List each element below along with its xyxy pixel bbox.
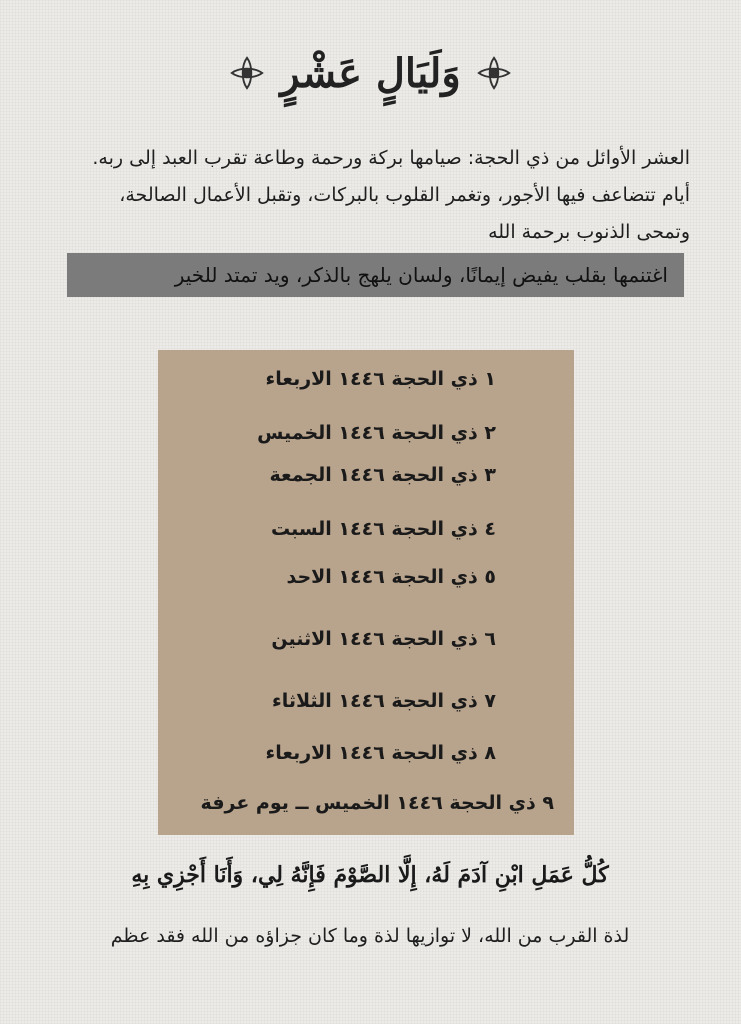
date-item-7: ٧ ذي الحجة ١٤٤٦ الثلاثاء — [271, 690, 496, 712]
date-item-1: ١ ذي الحجة ١٤٤٦ الاربعاء — [265, 368, 496, 390]
date-item-8: ٨ ذي الحجة ١٤٤٦ الاربعاء — [265, 742, 496, 764]
right-ornament-icon — [475, 54, 513, 92]
date-item-3: ٣ ذي الحجة ١٤٤٦ الجمعة — [269, 464, 496, 486]
title-header — [0, 38, 741, 108]
banner-text: اغتنمها بقلب يفيض إيمانًا، ولسان يلهج بالذكر، ويد تمتد للخير — [174, 263, 668, 287]
page-title: وَلَيَالٍ عَشْرٍ — [280, 49, 461, 97]
hadith-text: كُلُّ عَمَلِ ابْنِ آدَمَ لَهُ، إِلَّا الصَّوْمَ فَإِنَّهُ لِي، وَأَنَا أَجْزِي بِهِ — [131, 862, 609, 888]
date-item-5: ٥ ذي الحجة ١٤٤٦ الاحد — [286, 566, 496, 588]
date-item-6: ٦ ذي الحجة ١٤٤٦ الاثنين — [271, 628, 496, 650]
dates-list — [158, 350, 574, 835]
date-item-4: ٤ ذي الحجة ١٤٤٦ السبت — [270, 518, 496, 540]
date-item-9: ٩ ذي الحجة ١٤٤٦ الخميس ــ يوم عرفة — [200, 792, 554, 814]
date-item-2: ٢ ذي الحجة ١٤٤٦ الخميس — [257, 422, 496, 444]
closing-text: لذة القرب من الله، لا توازيها لذة وما كان جزاؤه من الله فقد عظم — [110, 925, 630, 947]
highlight-banner — [67, 253, 684, 297]
left-ornament-icon — [228, 54, 266, 92]
intro-paragraph: العشر الأوائل من ذي الحجة: صيامها بركة ورحمة وطاعة تقرب العبد إلى ربه. أيام تتضاعف فيها الأجور، وتغمر القلوب بالبركات، وتقبل الأعمال الصالحة، وتمحى الذنوب برحمة الله — [92, 147, 690, 243]
